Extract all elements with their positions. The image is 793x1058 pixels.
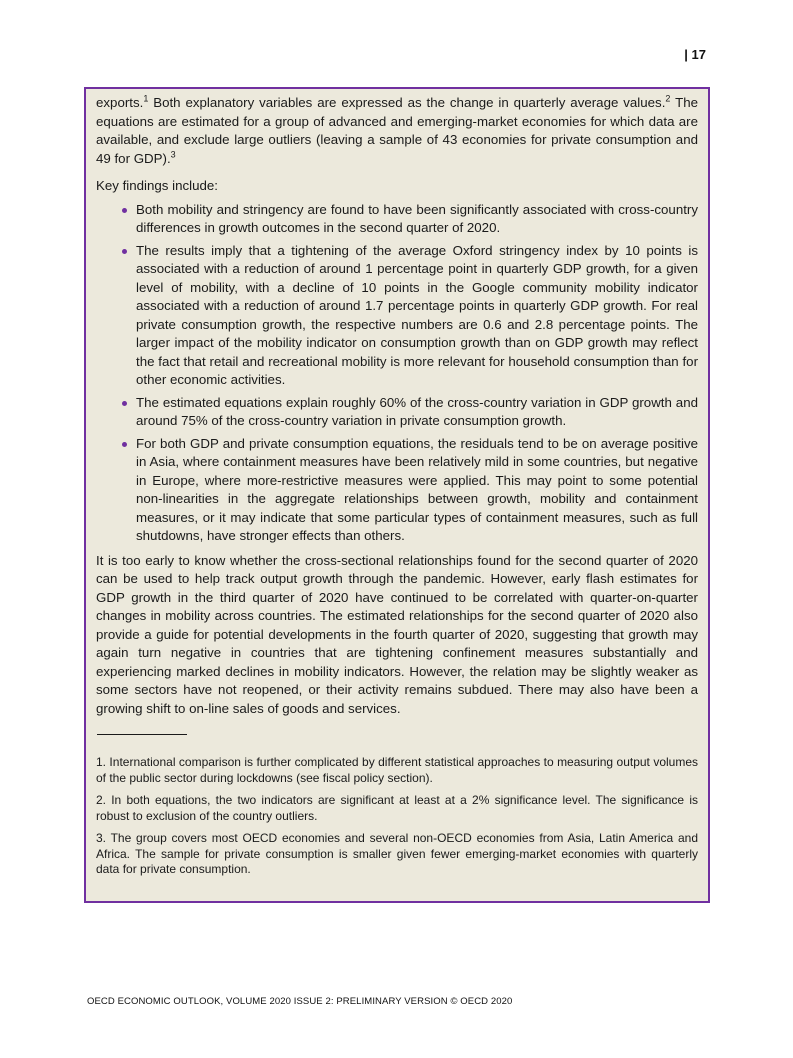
list-item — [96, 201, 698, 238]
list-item — [96, 394, 698, 431]
footnote-1: 1. International comparison is further complicated by different statistical approaches to measuring output volumes of the public sector during lockdowns (see fiscal policy section). — [96, 755, 698, 785]
intro-text-3: The equations are estimated for a group of advanced and emerging-market economies for which data are available, and exclude large outliers (leaving a sample of 43 economies for private consumption and 49 for GDP). — [96, 95, 698, 166]
page-number: | 17 — [684, 47, 706, 62]
page-footer: OECD ECONOMIC OUTLOOK, VOLUME 2020 ISSUE 2: PRELIMINARY VERSION © OECD 2020 — [87, 996, 513, 1007]
bullet-icon — [122, 208, 127, 213]
list-item-text: The results imply that a tightening of the average Oxford stringency index by 10 points is associated with a reduction of around 1 percentage point in quarterly GDP growth, for a given level of mobility, with a decline of 10 points in the Google community mobility indicator associated with a reduction of around 1.7 percentage points in quarterly GDP growth. For real private consumption growth, the respective numbers are 0.6 and 2.8 percentage points. The larger impact of the mobility indicator on consumption growth than on GDP growth may reflect the fact that retail and recreational mobility is more relevant for household consumption than for other economic activities. — [136, 242, 698, 387]
intro-paragraph — [96, 94, 698, 168]
footnote-separator — [97, 734, 187, 735]
list-item-text: The estimated equations explain roughly 60% of the cross-country variation in GDP growth and around 75% of the cross-country variation in private consumption growth. — [136, 394, 698, 428]
footnote-ref-1: 1 — [143, 93, 149, 104]
bullet-icon — [122, 249, 127, 254]
list-item — [96, 435, 698, 546]
list-item-text: For both GDP and private consumption equations, the residuals tend to be on average positive in Asia, where containment measures have been relatively mild in some countries, but negative in Europe, where more-restrictive measures were applied. This may point to some potential non-linearities in the aggregate relationships between growth, mobility and containment measures, or it may indicate that some particular types of containment measures, such as full shutdowns, have stronger effects than others. — [136, 435, 698, 543]
closing-paragraph: It is too early to know whether the cross-sectional relationships found for the second quarter of 2020 can be used to help track output growth through the pandemic. However, early flash estimates for GDP growth in the third quarter of 2020 have continued to be correlated with quarter-on-quarter changes in mobility across countries. The estimated relationships for the second quarter of 2020 also provide a guide for potential developments in the fourth quarter of 2020, suggesting that growth may again turn negative in countries that are tightening confinement measures substantially and experiencing marked declines in mobility indicators. However, the relation may be slightly weaker as some sectors have not reopened, or their activity remains subdued. There may also have been a growing shift to on-line sales of goods and services. — [96, 552, 698, 716]
footnote-2: 2. In both equations, the two indicators are significant at least at a 2% significance level. The significance is robust to exclusion of the country outliers. — [96, 793, 698, 823]
bullet-icon — [122, 401, 127, 406]
key-findings-list — [96, 201, 698, 546]
bullet-icon — [122, 442, 127, 447]
key-findings-label: Key findings include: — [96, 178, 218, 193]
findings-box — [84, 87, 710, 903]
list-item-text: Both mobility and stringency are found to have been significantly associated with cross-country differences in growth outcomes in the second quarter of 2020. — [136, 201, 698, 235]
intro-text-2: Both explanatory variables are expressed as the change in quarterly average values. — [148, 95, 666, 110]
footnote-3: 3. The group covers most OECD economies and several non-OECD economies from Asia, Latin America and Africa. The sample for private consumption is smaller given fewer emerging-market economies with quarterly data for private consumption. — [96, 831, 698, 876]
intro-text-1: exports. — [96, 95, 144, 110]
footnote-ref-2: 2 — [665, 93, 671, 104]
list-item — [96, 242, 698, 390]
footnote-ref-3: 3 — [170, 149, 176, 160]
